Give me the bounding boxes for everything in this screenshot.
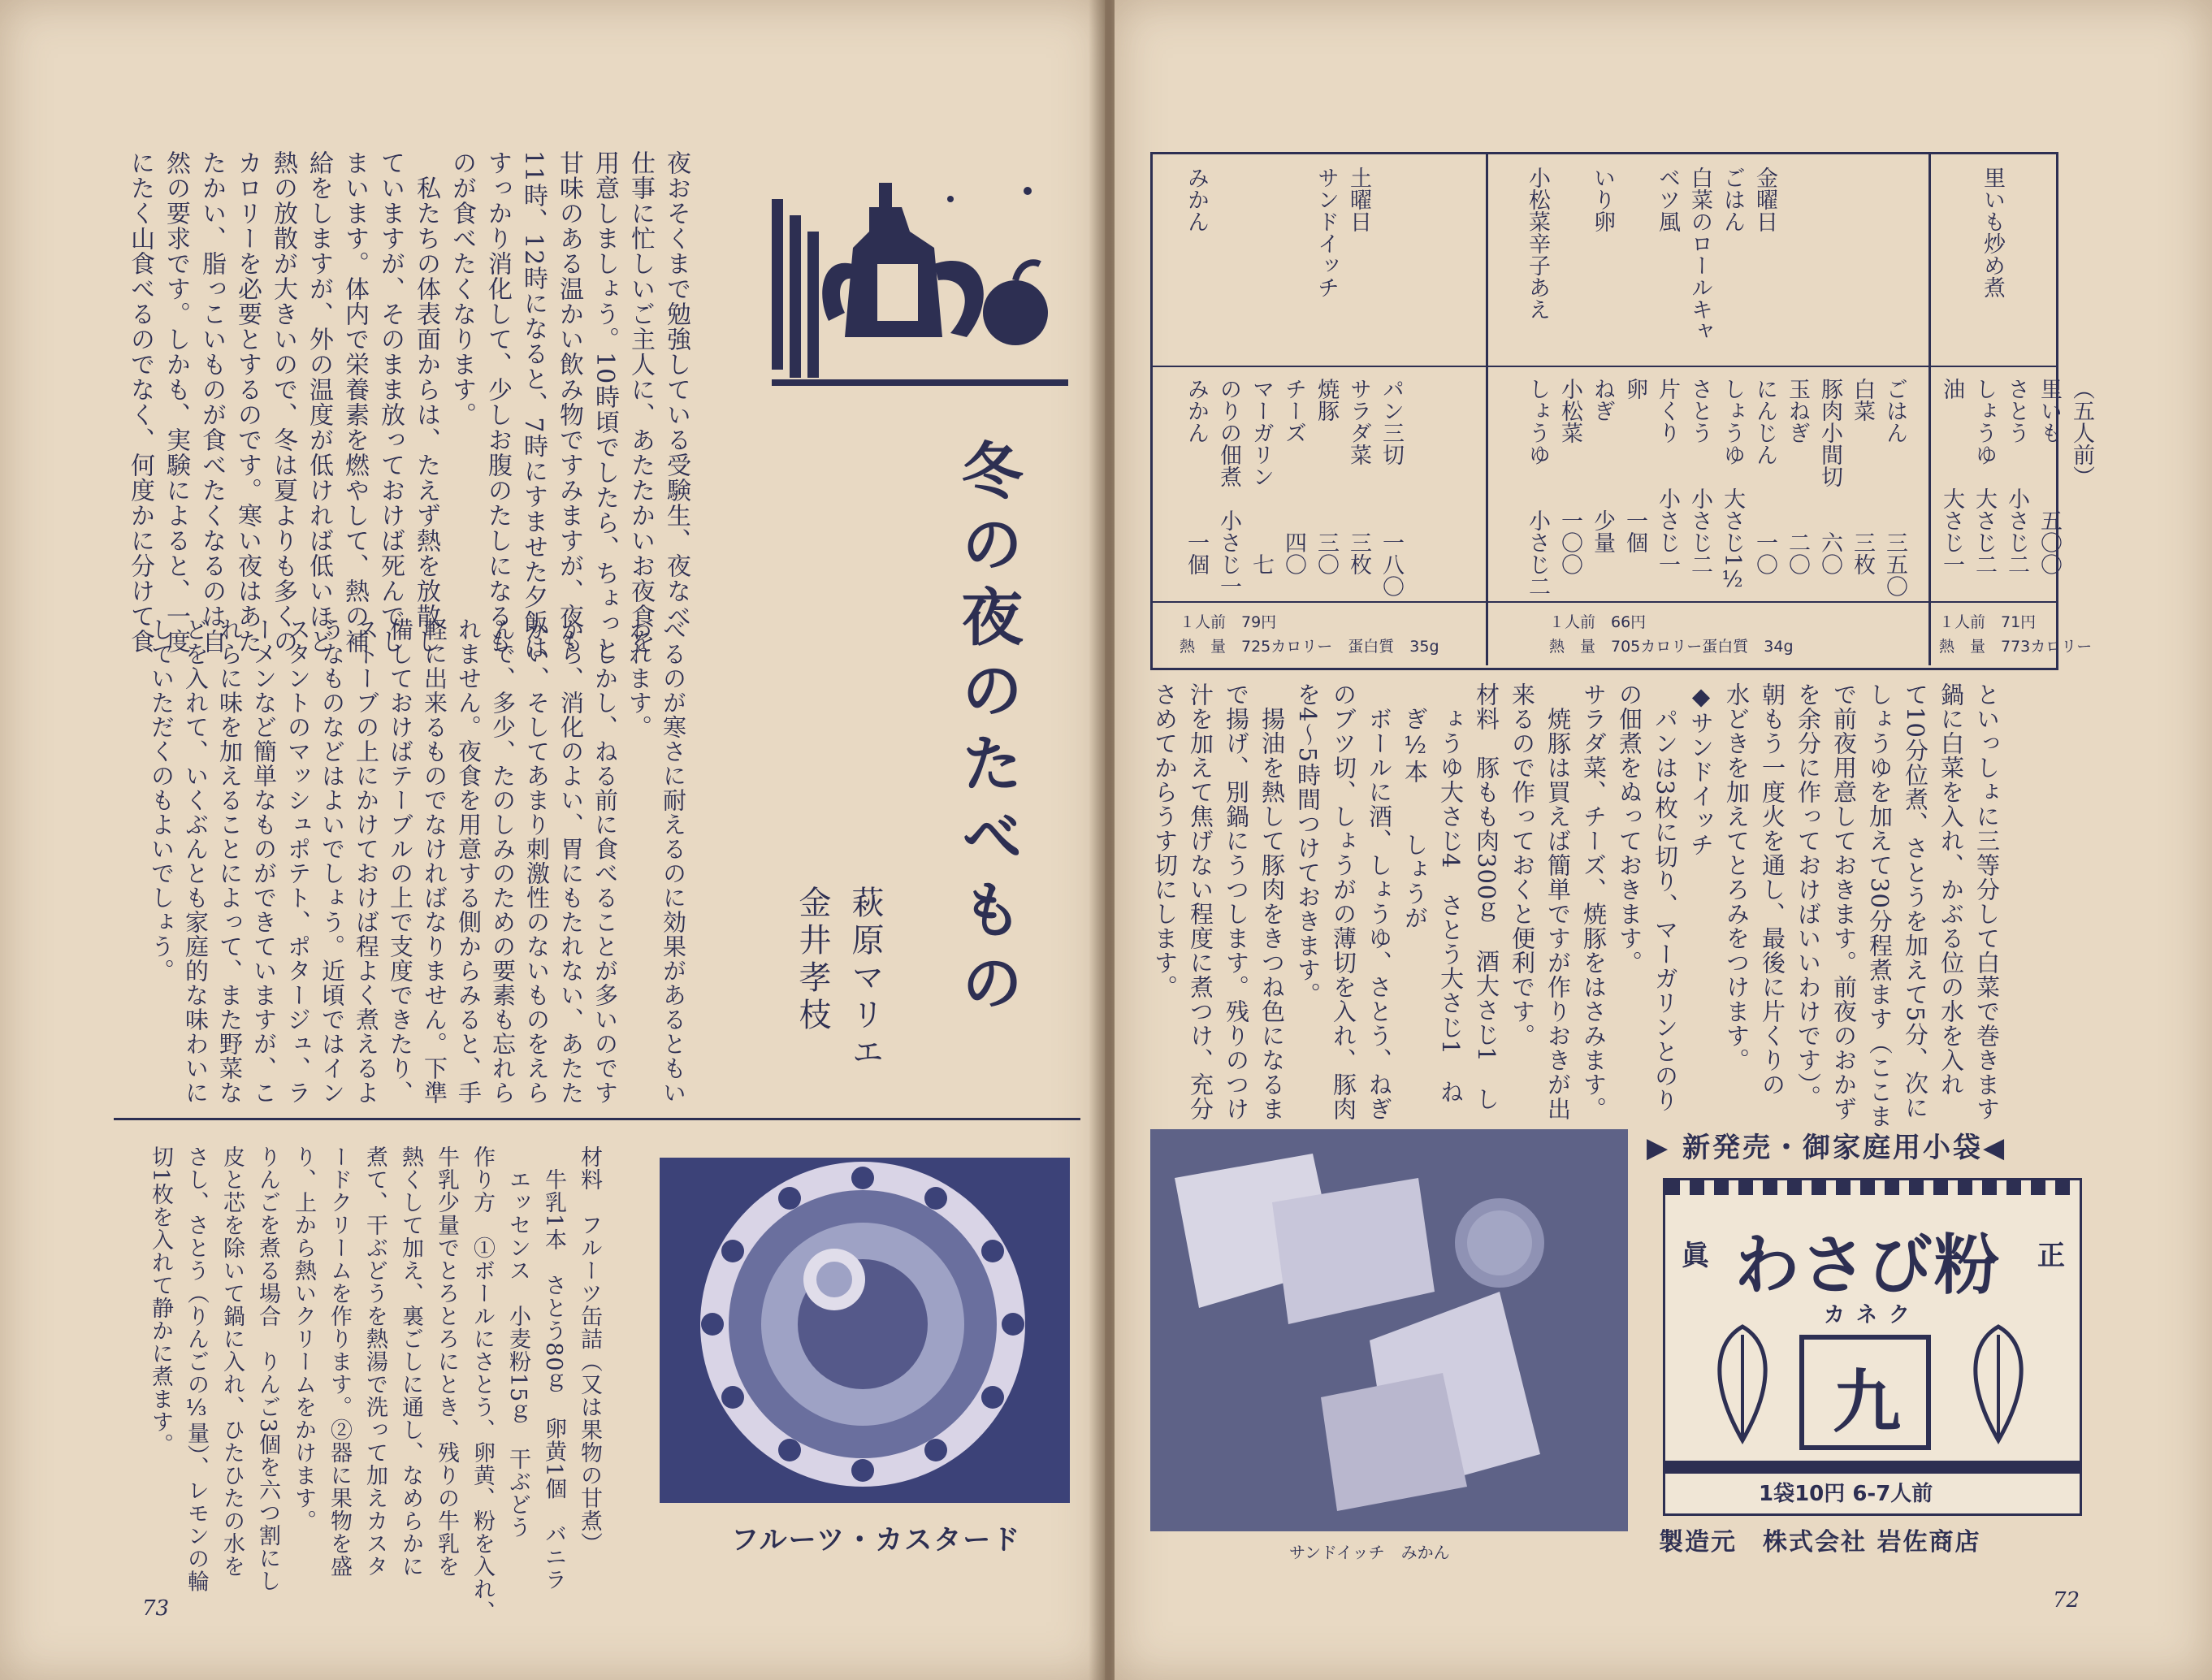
menu-row-divider-2 [1153, 601, 2056, 603]
page-number-right: 72 [2053, 1588, 2080, 1613]
ad-product-name: わさび粉 [1734, 1228, 2001, 1303]
ad-package [1663, 1178, 2082, 1516]
fruit-custard-photo [660, 1158, 1070, 1503]
menu-col-divider-1 [1486, 154, 1488, 665]
menu-friday-dishes: 金曜日 ごはん 白菜のロールキャ ベツ風 いり卵 小松菜辛子あえ [1525, 167, 1777, 342]
menu-saturday-dishes: 土曜日 サンドイッチ みかん [1184, 167, 1371, 298]
sandwich-mikan-photo [1150, 1129, 1628, 1531]
menu-saturday-nutrition: 熱 量 725カロリー 蛋白質 35g [1180, 638, 1439, 656]
menu-friday-price: １人前 66円 [1549, 613, 1647, 631]
right-page [1115, 0, 2212, 1680]
sandwich-photo-caption: サンドイッチ みかん [1289, 1543, 1450, 1562]
menu-friday-ingredients: ごはん 三五〇 白菜 三枚 豚肉小間切 六〇 玉ねぎ 二〇 にんじん 一〇 しょうゆ 大さじ1½ さとう 小さじ二 片くり 小さじ一 卵 一個 ねぎ 少量 小松菜 一〇〇 しょうゆ 小さじ二 [1525, 378, 1907, 597]
left-page [0, 0, 1105, 1680]
fruit-custard-caption: フルーツ・カスタード [731, 1524, 1022, 1557]
ad-price: 1袋10円 6-7人前 [1759, 1482, 1933, 1506]
menu-row-divider-1 [1153, 366, 2056, 367]
menu-col-divider-2 [1928, 154, 1931, 665]
recipe-instructions-text: といっしょに三等分して白菜で巻きます 鍋に白菜を入れ、かぶる位の水を入れ て10分位煮、さとうを加えて5分、次に しょうゆを加えて30分程煮ます（ここま で前夜用意しておきます。前夜のおかず を余分に作っておけばいいわけです）。 朝もう一度火を通し、最後に片くりの 水どきを加えてとろみをつけます。 ◆サンドイッチ パンは3枚に切り、マーガリンとのり の佃煮をぬっておきます。 サラダ菜、チーズ、焼豚をはさみます。 焼豚は買えば簡単ですが作りおきが出 来るので作っておくと便利です。 材料 豚もも肉300ｇ 酒大さじ1 し ょうゆ大さじ4 さとう大さじ1 ね ぎ½本 しょうが ボールに酒、しょうゆ、さとう、ねぎ のブツ切、しょうがの薄切を入れ、豚肉 を4〜5時間つけておきます。 揚油を熱して豚肉をきつね色になるま で揚げ、別鍋にうつします。残りのつけ 汁を加えて焦げない程度に煮つけ、充分 さめてからうす切にします。 [1151, 682, 2001, 1128]
article-intro-text-2: べるのが寒さに耐えるのに効果があるともい われます。 しかし、ねる前に食べることが多いのです から、消化のよい、胃にもたれない、あたた かい、そしてあまり刺激性のないものをえら んで、多少、たのしみのための要素も忘れら れません。夜食を用意する側からみると、手 軽に出来るものでなければなりません。下準 備しておけばテーブルの上で支度できたり、 ストーブの上にかけておけば程よく煮えるよ うなものなどはよいでしょう。近頃ではイン スタントのマッシュポテト、ポタージュ、ラ ーメンなど簡単なものができていますが、こ れらに味を加えることによって、また野菜な どを入れて、いくぶんとも家庭的な味わいに していただくのもよいでしょう。 [148, 617, 687, 1105]
menu-thursday-price: １人前 71円 [1939, 613, 2037, 631]
section-divider [114, 1118, 1080, 1120]
menu-thursday-ingredients: （五人前） 里いも 五〇〇 さとう 小さじ二 しょうゆ 大さじ二 油 大さじ一 [1939, 378, 2094, 575]
ad-right-mark: 正 [2037, 1240, 2065, 1272]
ad-maker: 製造元 株式会社 岩佐商店 [1659, 1528, 1981, 1557]
menu-friday-nutrition: 熱 量 705カロリー蛋白質 34g [1549, 638, 1794, 656]
fruit-custard-recipe: 材料 フルーツ缶詰（又は果物の甘煮） 牛乳1本 さとう80ｇ 卵黄1個 バニラ エッセンス 小麦粉15ｇ 干ぶどう 作り方 ①ボールにさとう、卵黄、粉を入れ、 牛乳少量でとろとろにとき、残りの牛乳を 熱くして加え、裏ごしに通し、なめらかに 煮て、干ぶどうを熱湯で洗って加えカスタ ードクリームを作ります。②器に果物を盛 り、上から熱いクリームをかけます。 りんごを煮る場合 りんご3個を六つ割にし 皮と芯を除いて鍋に入れ、ひたひたの水を さし、さとう（りんごの⅓量）、レモンの輪 切1枚を入れて静かに煮ます。 [148, 1145, 602, 1623]
menu-thursday-nutrition: 熱 量 773カロリー [1939, 638, 2093, 656]
ad-logo-char: 九 [1833, 1362, 1902, 1442]
article-title: 冬の夜のたべもの [951, 439, 1024, 1024]
teapot-apple-illustration [772, 175, 1068, 394]
ad-left-mark: 眞 [1682, 1240, 1709, 1272]
author-name-2: 金井孝枝 [794, 885, 831, 1035]
wasabi-advertisement [1647, 1125, 2191, 1564]
wasabi-leaf-icon [1698, 1318, 1787, 1448]
ad-logo-box [1799, 1335, 1931, 1450]
menu-thursday-dishes: 里いも炒め煮 [1980, 167, 2005, 298]
page-number-left: 73 [142, 1596, 170, 1621]
menu-saturday-price: １人前 79円 [1180, 613, 1277, 631]
ad-banner: ▶ 新発売・御家庭用小袋◀ [1647, 1132, 2007, 1164]
ad-katakana: カネク [1824, 1303, 1922, 1327]
menu-saturday-ingredients: パン三切 一八〇 サラダ菜 三枚 焼豚 三〇 チーズ 四〇 マーガリン 七 のりの佃煮 小さじ一 みかん 一個 [1184, 378, 1404, 597]
article-intro-text-1: 夜おそくまで勉強している受験生、夜なべ 仕事に忙しいご主人に、あたたかいお夜食を 用意しましょう。10時頃でしたら、ちょっと 甘味のある温かい飲み物ですみますが、夜も 11時、12時になると、7時にすませた夕飯は すっかり消化して、少しお腹のたしになるも のが食べたくなります。 私たちの体表面からは、たえず熱を放散し ていますが、そのまま放っておけば死んでし まいます。体内で栄養素を燃やして、熱の補 給をしますが、外の温度が低ければ低いほど 熱の放散が大きいので、冬は夏よりも多くの カロリーを必要とするのです。寒い夜はあた たかい、脂っこいものが食べたくなるのは自 然の要求です。しかも、実験によると、一度 にたく山食べるのでなく、何度かに分けて食 [126, 150, 690, 662]
author-name-1: 萩原マリエ [846, 885, 884, 1072]
wasabi-leaf-icon [1954, 1318, 2043, 1448]
